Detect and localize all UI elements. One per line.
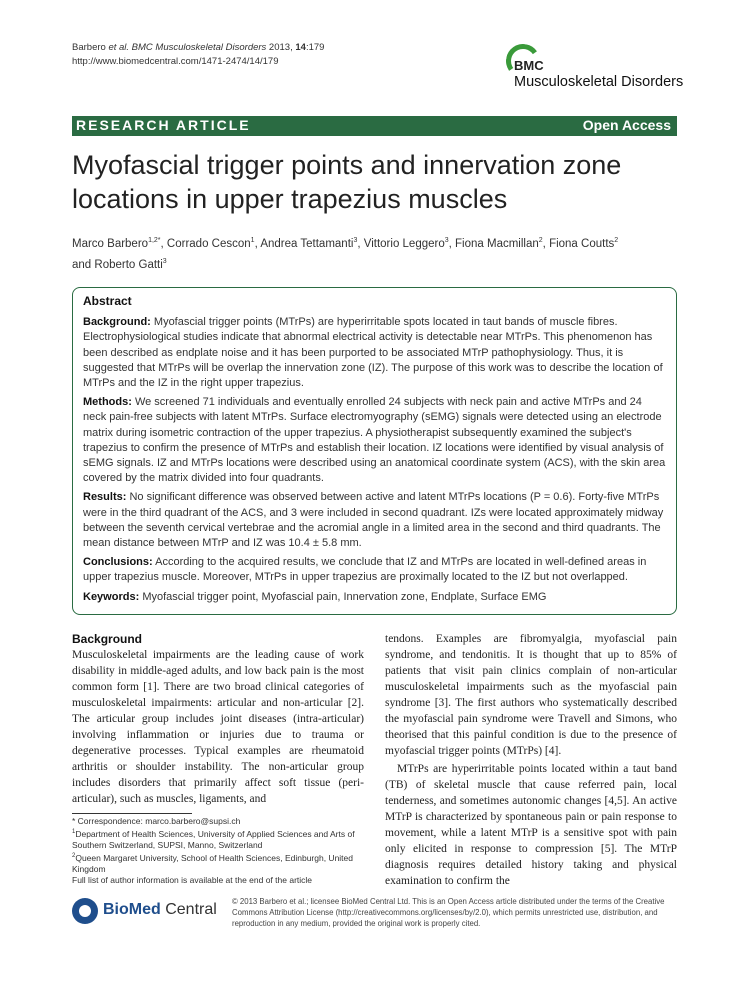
article-type-label: RESEARCH ARTICLE	[76, 117, 251, 133]
biomed-central-logo	[72, 896, 222, 926]
body-paragraph: MTrPs are hyperirritable points located within a taut band (TB) of skeletal muscle that cause referred pain, local tenderness, and sometimes autonomic changes [4,5]. An active MTrP is characterized by spontaneous pain or pain response to movement, while a latent MTrP is a sensitive spot with pain only elicited in response to compression [5]. The MTrP diagnosis requires detailed history taking and physical examination to confirm the	[385, 763, 677, 887]
footnotes	[72, 816, 364, 886]
abstract-conclusions: Conclusions: According to the acquired results, we conclude that IZ and MTrPs are located in well-defined areas in upper trapezius muscle. Moreover, MTrPs in upper trapezius are proximally located to the IZ but not overlapped.	[83, 556, 647, 584]
citation-journal: et al. BMC Musculoskeletal Disorders	[108, 42, 267, 53]
citation-volume: 14	[295, 42, 306, 53]
journal-logo-bmc: BMC	[514, 58, 544, 73]
biomed-circle-icon	[72, 898, 98, 924]
biomed-logo-text: BioMed Central	[103, 901, 217, 918]
affiliation-1: $^1$Department of Health Sciences, University of Applied Sciences and Arts of Southern Switzerland, SUPSI, Manno, Switzerland	[72, 828, 355, 850]
citation-header	[72, 41, 324, 69]
section-heading-background: Background	[72, 632, 143, 646]
correspondence-note: * Correspondence: marco.barbero@supsi.ch	[72, 816, 241, 826]
citation-year: 2013,	[266, 42, 296, 53]
abstract-box	[72, 287, 677, 615]
citation-authors: Barbero	[72, 42, 109, 53]
author: Marco Barbero$^{1,2*}$	[72, 237, 161, 250]
license-text: © 2013 Barbero et al.; licensee BioMed Central Ltd. This is an Open Access article distributed under the terms of the Creative Commons Attribution License (http://creativecommons.org/licenses/by/2.0), which permits unrestricted use, distribution, and reproduction in any medium, provided the original work is properly cited.	[232, 897, 665, 928]
citation-line	[72, 41, 324, 55]
affiliation-2: $^2$Queen Margaret University, School of Health Sciences, Edinburgh, United Kingdom	[72, 852, 353, 874]
footnote-divider	[72, 813, 192, 814]
open-access-label: Open Access	[582, 117, 671, 133]
citation-page: :179	[305, 42, 325, 53]
article-type-banner	[72, 116, 677, 136]
author: Fiona Macmillan$^2$	[455, 237, 543, 250]
body-paragraph: tendons. Examples are fibromyalgia, myofascial pain syndrome, and tendonitis. It is thought that up to 85% of patients that visit pain clinics complain of non-articular musculoskeletal impairments such as the myofascial pain syndrome [3]. The first authors who systematically described the myofascial pain syndrome were Travell and Simons, who theorised that this painful condition is due to the presence of myofascial trigger points (MTrPs) [4].	[385, 633, 677, 757]
body-paragraph: Musculoskeletal impairments are the leading cause of work disability in middle-aged adults, and low back pain is the most common form [1]. There are two broad clinical categories of musculoskeletal impairments: articular and non-articular [2]. The articular group includes joint diseases (intra-articular) involving inflammation or injuries due to trauma or degenerative processes. Typical examples are rheumatoid arthritis or shoulder instability. The non-articular group includes disorders that primarily affect soft tissue (peri-articular), such as muscles, ligaments, and	[72, 649, 364, 805]
author: Fiona Coutts$^2$	[549, 237, 619, 250]
author-list: Marco Barbero$^{1,2*}$, Corrado Cescon$^1$, Andrea Tettamanti$^3$, Vittorio Leggero$^3$, Fiona Macmillan$^2$, Fiona Coutts$^2$ and Roberto Gatti$^3$	[72, 237, 619, 271]
article-url[interactable]: http://www.biomedcentral.com/1471-2474/14/179	[72, 56, 279, 67]
abstract-keywords: Keywords: Myofascial trigger point, Myofascial pain, Innervation zone, Endplate, Surface EMG	[83, 590, 547, 603]
abstract-heading: Abstract	[83, 294, 132, 308]
abstract-background: Background: Myofascial trigger points (MTrPs) are hyperirritable spots located in taut bands of muscle fibres. Electrophysiological studies indicate that abnormal electrical activity is detectable near MTrPs. This phenomenon has been described as endplate noise and it has been purported to be associated MTrP pathophysiology. Thus, it is suggested that MTrPs will be overlap the innervation zone (IZ). The purpose of this work was to describe the location of MTrPs and the IZ in the right upper trapezius.	[83, 316, 663, 390]
author: Vittorio Leggero$^3$	[363, 237, 449, 250]
article-title: Myofascial trigger points and innervation zone locations in upper trapezius muscles	[72, 150, 622, 214]
author-info-note: Full list of author information is available at the end of the article	[72, 874, 313, 885]
author: Roberto Gatti$^3$	[94, 257, 167, 271]
body-left-column	[72, 631, 364, 807]
abstract-results: Results: No significant difference was observed between active and latent MTrPs locations (P = 0.6). Forty-five MTrPs were in the third quadrant of the ACS, and 3 were included in second quadrant. IZs were located approximately midway between the seventh cervical vertebrae and the acromial angle in a limited area in the second and third quadrants. The mean distance between MTrP and IZ was 10.4 ± 5.8 mm.	[83, 491, 664, 550]
body-right-column	[385, 631, 677, 889]
abstract-methods: Methods: We screened 71 individuals and eventually enrolled 24 subjects with neck pain and active MTrPs and 24 neck pain-free subjects with latent MTrPs. Surface electromyography (sEMG) signals were detected using an electrode matrix during isometric contraction of the upper trapezius. A physiotherapist subsequently examined the subject's trapezius to confirm the presence of MTrPs and establish their location. IZ locations were identified by visual analysis of sEMG signals. IZ and MTrPs locations were described using an anatomical coordinate system (ACS), with the skin area covered by the matrix divided into four quadrants.	[83, 396, 666, 485]
journal-logo	[506, 44, 696, 104]
author: Andrea Tettamanti$^3$	[260, 237, 358, 250]
journal-logo-name: Musculoskeletal Disorders	[514, 74, 684, 90]
author: Corrado Cescon$^1$	[166, 237, 255, 250]
